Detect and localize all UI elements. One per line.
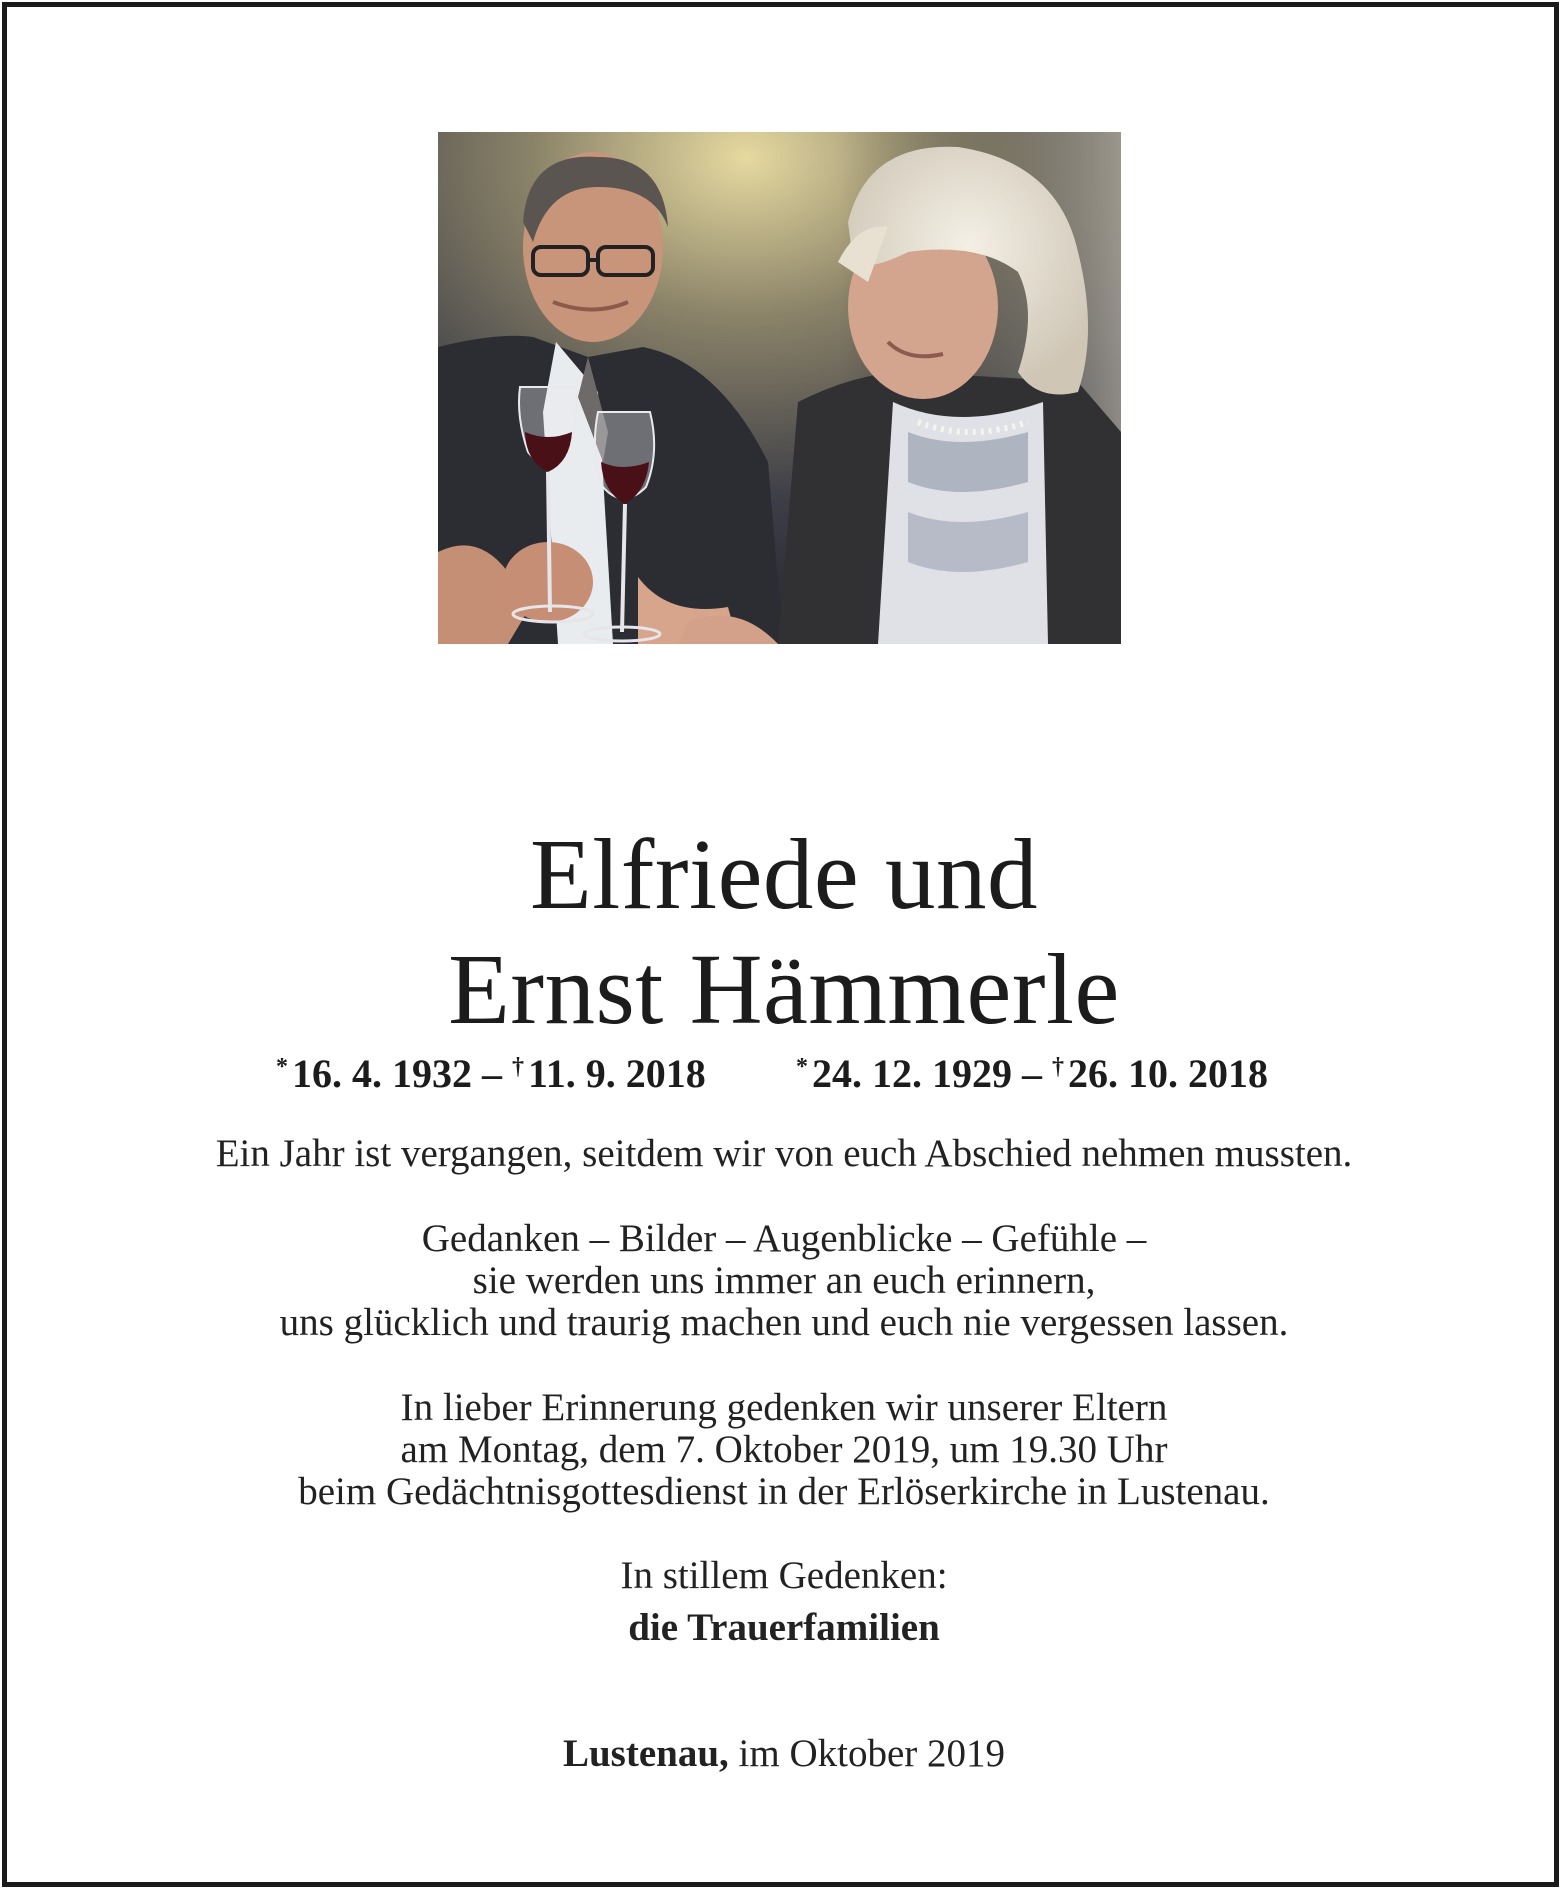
closing-line: In stillem Gedenken: — [620, 1554, 948, 1597]
death-date: 26. 10. 2018 — [1068, 1051, 1268, 1096]
name-line-1: Elfriede und — [530, 818, 1038, 930]
intro-text: Ein Jahr ist vergangen, seitdem wir von euch Abschied nehmen mussten. — [215, 1132, 1353, 1175]
poem-line-3: uns glücklich und traurig machen und euch nie vergessen lassen. — [279, 1301, 1289, 1344]
birth-symbol: * — [796, 1054, 808, 1080]
birth-date: 16. 4. 1932 – — [292, 1051, 502, 1096]
memorial-line-3: beim Gedächtnisgottesdienst in der Erlöserkirche in Lustenau. — [298, 1470, 1270, 1513]
poem-line-2: sie werden uns immer an euch erinnern, — [472, 1259, 1096, 1302]
birth-symbol: * — [276, 1054, 288, 1080]
footer-date: im Oktober 2019 — [738, 1732, 1006, 1775]
footer — [0, 1733, 1568, 1775]
death-symbol: † — [1052, 1054, 1064, 1080]
signature: die Trauerfamilien — [628, 1606, 940, 1649]
memorial-line-2: am Montag, dem 7. Oktober 2019, um 19.30 Uhr — [400, 1428, 1168, 1471]
dates-person-1 — [276, 1050, 706, 1097]
birth-date: 24. 12. 1929 – — [812, 1051, 1042, 1096]
couple-photo — [438, 132, 1121, 644]
footer-place: Lustenau, — [562, 1732, 729, 1775]
poem-line-1: Gedanken – Bilder – Augenblicke – Gefühle – — [421, 1217, 1147, 1260]
name-line-2: Ernst Hämmerle — [448, 933, 1120, 1045]
death-symbol: † — [512, 1054, 524, 1080]
death-date: 11. 9. 2018 — [528, 1051, 706, 1096]
memorial-line-1: In lieber Erinnerung gedenken wir unserer Eltern — [400, 1386, 1168, 1429]
dates-person-2 — [796, 1050, 1268, 1097]
